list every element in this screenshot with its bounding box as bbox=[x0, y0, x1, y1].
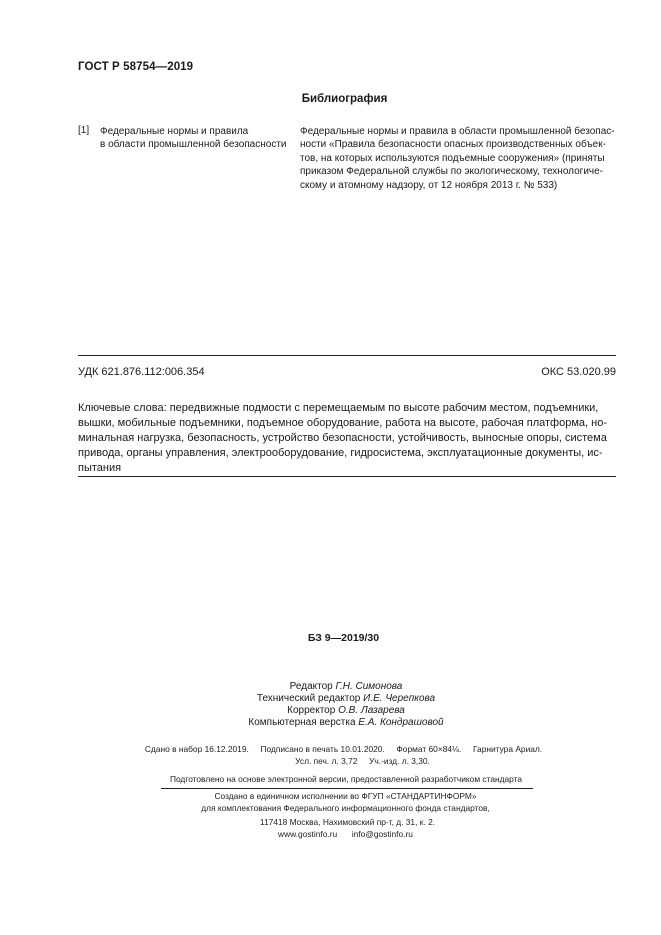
keywords-line: Ключевые слова: передвижные подмости с перемещаемым по высоте рабочим местом, подъемники, bbox=[78, 402, 599, 414]
credit-tech-editor bbox=[200, 693, 492, 704]
email-link[interactable]: info@gostinfo.ru bbox=[351, 829, 413, 839]
reference-full-title-line: тов, на которых используются подъемные сооружения» (приняты bbox=[300, 152, 605, 164]
imprint-divider bbox=[161, 788, 533, 789]
document-id: ГОСТ Р 58754—2019 bbox=[78, 61, 194, 73]
reference-number: [1] bbox=[78, 125, 90, 136]
print-volume: Усл. печ. л. 3,72 Уч.-изд. л. 3,30. bbox=[295, 756, 430, 766]
credit-editor bbox=[200, 681, 492, 692]
reference-full-title-line: Федеральные нормы и правила в области промышленной безопас- bbox=[300, 126, 615, 137]
prepared-note: Подготовлено на основе электронной версии, предоставленной разработчиком стандарта bbox=[169, 774, 523, 784]
bz-code: БЗ 9—2019/30 bbox=[307, 632, 380, 644]
credit-role: Редактор bbox=[289, 681, 333, 692]
udk-code: УДК 621.876.112:006.354 bbox=[78, 366, 205, 378]
website-link[interactable]: www.gostinfo.ru bbox=[278, 829, 338, 839]
reference-full-title-line: скому и атомному надзору, от 12 ноября 2013 г. № 533) bbox=[300, 179, 558, 191]
credit-person: О.В. Лазарева bbox=[338, 705, 405, 716]
divider-bottom bbox=[78, 476, 616, 477]
reference-full-title-line: ности «Правила безопасности опасных производственных объек- bbox=[300, 139, 606, 151]
credit-role: Технический редактор bbox=[256, 693, 361, 704]
publisher-contacts bbox=[0, 829, 661, 839]
keywords-line: вышки, мобильные подъемники, подъемное оборудование, работа на высоте, рабочая платформа, но- bbox=[78, 417, 607, 430]
credit-role: Компьютерная верстка bbox=[248, 717, 356, 728]
bibliography-title: Библиография bbox=[301, 93, 388, 105]
oks-code: ОКС 53.020.99 bbox=[541, 366, 616, 378]
credit-person: Г.Н. Симонова bbox=[335, 681, 403, 692]
keywords-line: привода, органы управления, электрооборудование, гидросистема, эксплуатационные документы, ис- bbox=[78, 447, 603, 460]
publisher-address: 117418 Москва, Нахимовский пр-т, д. 31, к. 2. bbox=[259, 817, 436, 827]
print-details: Сдано в набор 16.12.2019. Подписано в печать 10.01.2020. Формат 60×84⅛. Гарнитура Ариал. bbox=[144, 744, 543, 754]
reference-short-title bbox=[100, 125, 295, 151]
credit-role: Корректор bbox=[287, 705, 336, 716]
credit-corrector bbox=[200, 705, 492, 716]
reference-full-title bbox=[300, 125, 616, 192]
keywords-line: минальная нагрузка, безопасность, устройство безопасности, устойчивость, выносные опоры, система bbox=[78, 432, 607, 445]
reference-full-title-line: приказом Федеральной службы по экологическому, технологиче- bbox=[300, 166, 604, 178]
credit-person: Е.А. Кондрашовой bbox=[358, 717, 444, 728]
reference-short-title-line: Федеральные нормы и правила bbox=[100, 126, 249, 137]
keywords-line: пытания bbox=[78, 462, 122, 475]
divider-top bbox=[78, 355, 616, 356]
reference-short-title-line: в области промышленной безопасности bbox=[100, 139, 287, 150]
publisher-line: Создано в единичном исполнении во ФГУП «СТАНДАРТИНФОРМ» bbox=[214, 791, 477, 801]
credit-layout bbox=[200, 717, 492, 728]
keywords bbox=[78, 401, 616, 476]
publisher-line: для комплектования Федерального информационного фонда стандартов, bbox=[201, 803, 490, 813]
credit-person: И.Е. Черепкова bbox=[363, 693, 436, 704]
